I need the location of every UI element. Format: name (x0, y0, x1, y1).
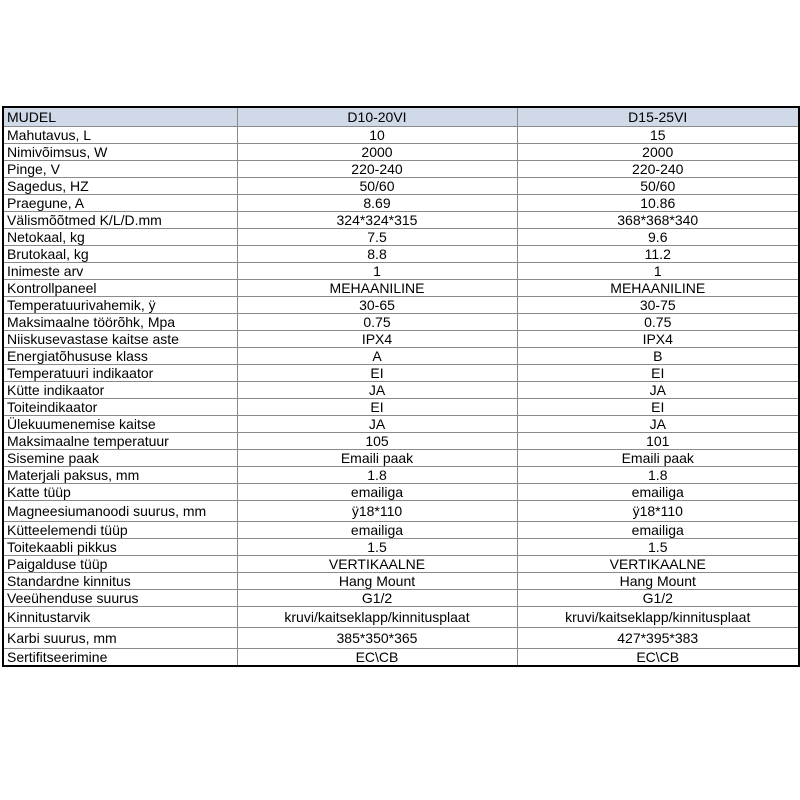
row-value-d15-25vi: B (517, 348, 799, 365)
row-value-d10-20vi: ÿ18*110 (237, 501, 517, 522)
row-value-d10-20vi: JA (237, 382, 517, 399)
row-value-d10-20vi: 324*324*315 (237, 212, 517, 229)
table-row (3, 450, 799, 467)
table-row (3, 649, 799, 667)
row-label-cell: Standardne kinnitus (3, 573, 237, 590)
header-row (3, 107, 799, 127)
row-value-d10-20vi: 8.69 (237, 195, 517, 212)
table-row (3, 382, 799, 399)
table-row (3, 348, 799, 365)
row-value-d10-20vi: emailiga (237, 484, 517, 501)
row-value-d15-25vi: 2000 (517, 144, 799, 161)
row-value-d15-25vi: 50/60 (517, 178, 799, 195)
row-value-d15-25vi: 0.75 (517, 314, 799, 331)
table-row (3, 127, 799, 144)
row-value-d10-20vi: 105 (237, 433, 517, 450)
row-value-d10-20vi: EC\CB (237, 649, 517, 667)
row-value-d10-20vi: 1.8 (237, 467, 517, 484)
row-label-cell: Sisemine paak (3, 450, 237, 467)
table-row (3, 607, 799, 628)
row-label-cell: Karbi suurus, mm (3, 628, 237, 649)
row-label-cell: Kontrollpaneel (3, 280, 237, 297)
row-value-d10-20vi: 8.8 (237, 246, 517, 263)
row-label-cell: Netokaal, kg (3, 229, 237, 246)
row-label-cell: Energiatõhususe klass (3, 348, 237, 365)
row-label-cell: Maksimaalne temperatuur (3, 433, 237, 450)
row-value-d15-25vi: 30-75 (517, 297, 799, 314)
table-row (3, 590, 799, 607)
row-label-cell: Maksimaalne töörõhk, Mpa (3, 314, 237, 331)
row-value-d10-20vi: 7.5 (237, 229, 517, 246)
table-row (3, 501, 799, 522)
row-label-cell: Kütteelemendi tüüp (3, 522, 237, 539)
row-value-d15-25vi: 15 (517, 127, 799, 144)
row-value-d15-25vi: 1.8 (517, 467, 799, 484)
row-value-d10-20vi: 10 (237, 127, 517, 144)
row-label-cell: Katte tüüp (3, 484, 237, 501)
row-value-d15-25vi: 368*368*340 (517, 212, 799, 229)
table-row (3, 484, 799, 501)
row-label-cell: Pinge, V (3, 161, 237, 178)
table-row (3, 144, 799, 161)
table-row (3, 263, 799, 280)
row-label-cell: Paigalduse tüüp (3, 556, 237, 573)
table-row (3, 573, 799, 590)
table-row (3, 195, 799, 212)
row-label-cell: Toiteindikaator (3, 399, 237, 416)
row-label-cell: Sertifitseerimine (3, 649, 237, 667)
table-row (3, 178, 799, 195)
row-value-d10-20vi: VERTIKAALNE (237, 556, 517, 573)
table-body (3, 127, 799, 667)
row-value-d10-20vi: A (237, 348, 517, 365)
row-value-d10-20vi: 1.5 (237, 539, 517, 556)
table-row (3, 433, 799, 450)
row-label-cell: Kütte indikaator (3, 382, 237, 399)
row-value-d15-25vi: 1 (517, 263, 799, 280)
row-value-d10-20vi: emailiga (237, 522, 517, 539)
row-value-d10-20vi: 50/60 (237, 178, 517, 195)
row-value-d15-25vi: MEHAANILINE (517, 280, 799, 297)
row-value-d15-25vi: VERTIKAALNE (517, 556, 799, 573)
spec-table (2, 106, 800, 667)
table-row (3, 280, 799, 297)
table-row (3, 212, 799, 229)
row-value-d15-25vi: 101 (517, 433, 799, 450)
table-row (3, 161, 799, 178)
table-row (3, 365, 799, 382)
row-value-d10-20vi: IPX4 (237, 331, 517, 348)
row-label-cell: Mahutavus, L (3, 127, 237, 144)
row-value-d15-25vi: EC\CB (517, 649, 799, 667)
row-value-d15-25vi: Hang Mount (517, 573, 799, 590)
table-row (3, 539, 799, 556)
row-value-d15-25vi: JA (517, 416, 799, 433)
table-row (3, 556, 799, 573)
row-value-d10-20vi: kruvi/kaitseklapp/kinnitusplaat (237, 607, 517, 628)
row-value-d15-25vi: 9.6 (517, 229, 799, 246)
row-value-d15-25vi: 1.5 (517, 539, 799, 556)
row-label-cell: Praegune, A (3, 195, 237, 212)
table-row (3, 297, 799, 314)
table-row (3, 399, 799, 416)
row-value-d15-25vi: emailiga (517, 484, 799, 501)
row-value-d15-25vi: 220-240 (517, 161, 799, 178)
row-value-d15-25vi: emailiga (517, 522, 799, 539)
row-value-d15-25vi: JA (517, 382, 799, 399)
row-label-cell: Inimeste arv (3, 263, 237, 280)
row-value-d10-20vi: Emaili paak (237, 450, 517, 467)
row-value-d10-20vi: EI (237, 365, 517, 382)
row-label-cell: Veeühenduse suurus (3, 590, 237, 607)
row-label-cell: Toitekaabli pikkus (3, 539, 237, 556)
row-label-cell: Brutokaal, kg (3, 246, 237, 263)
table-header (3, 107, 799, 127)
table-row (3, 229, 799, 246)
row-value-d15-25vi: 10.86 (517, 195, 799, 212)
row-value-d15-25vi: 11.2 (517, 246, 799, 263)
row-label-cell: Temperatuurivahemik, ÿ (3, 297, 237, 314)
row-value-d15-25vi: G1/2 (517, 590, 799, 607)
row-label-cell: Ülekuumenemise kaitse (3, 416, 237, 433)
row-label-cell: Temperatuuri indikaator (3, 365, 237, 382)
header-cell-d15-25vi: D15-25VI (517, 107, 799, 127)
row-value-d10-20vi: 0.75 (237, 314, 517, 331)
row-value-d15-25vi: EI (517, 365, 799, 382)
row-label-cell: Nimivõimsus, W (3, 144, 237, 161)
row-value-d10-20vi: 385*350*365 (237, 628, 517, 649)
row-value-d15-25vi: IPX4 (517, 331, 799, 348)
table-row (3, 331, 799, 348)
row-value-d15-25vi: ÿ18*110 (517, 501, 799, 522)
row-value-d10-20vi: JA (237, 416, 517, 433)
row-value-d15-25vi: EI (517, 399, 799, 416)
row-value-d10-20vi: 30-65 (237, 297, 517, 314)
row-label-cell: Välismõõtmed K/L/D.mm (3, 212, 237, 229)
row-value-d15-25vi: 427*395*383 (517, 628, 799, 649)
table-row (3, 314, 799, 331)
row-value-d10-20vi: 2000 (237, 144, 517, 161)
header-cell-model: MUDEL (3, 107, 237, 127)
row-label-cell: Sagedus, HZ (3, 178, 237, 195)
row-value-d10-20vi: MEHAANILINE (237, 280, 517, 297)
row-value-d10-20vi: 1 (237, 263, 517, 280)
row-label-cell: Magneesiumanoodi suurus, mm (3, 501, 237, 522)
table-row (3, 416, 799, 433)
row-value-d15-25vi: Emaili paak (517, 450, 799, 467)
row-value-d15-25vi: kruvi/kaitseklapp/kinnitusplaat (517, 607, 799, 628)
table-row (3, 246, 799, 263)
row-value-d10-20vi: Hang Mount (237, 573, 517, 590)
row-value-d10-20vi: G1/2 (237, 590, 517, 607)
table-row (3, 522, 799, 539)
row-label-cell: Niiskusevastase kaitse aste (3, 331, 237, 348)
table-row (3, 628, 799, 649)
table-row (3, 467, 799, 484)
row-label-cell: Kinnitustarvik (3, 607, 237, 628)
row-value-d10-20vi: EI (237, 399, 517, 416)
row-value-d10-20vi: 220-240 (237, 161, 517, 178)
row-label-cell: Materjali paksus, mm (3, 467, 237, 484)
header-cell-d10-20vi: D10-20VI (237, 107, 517, 127)
